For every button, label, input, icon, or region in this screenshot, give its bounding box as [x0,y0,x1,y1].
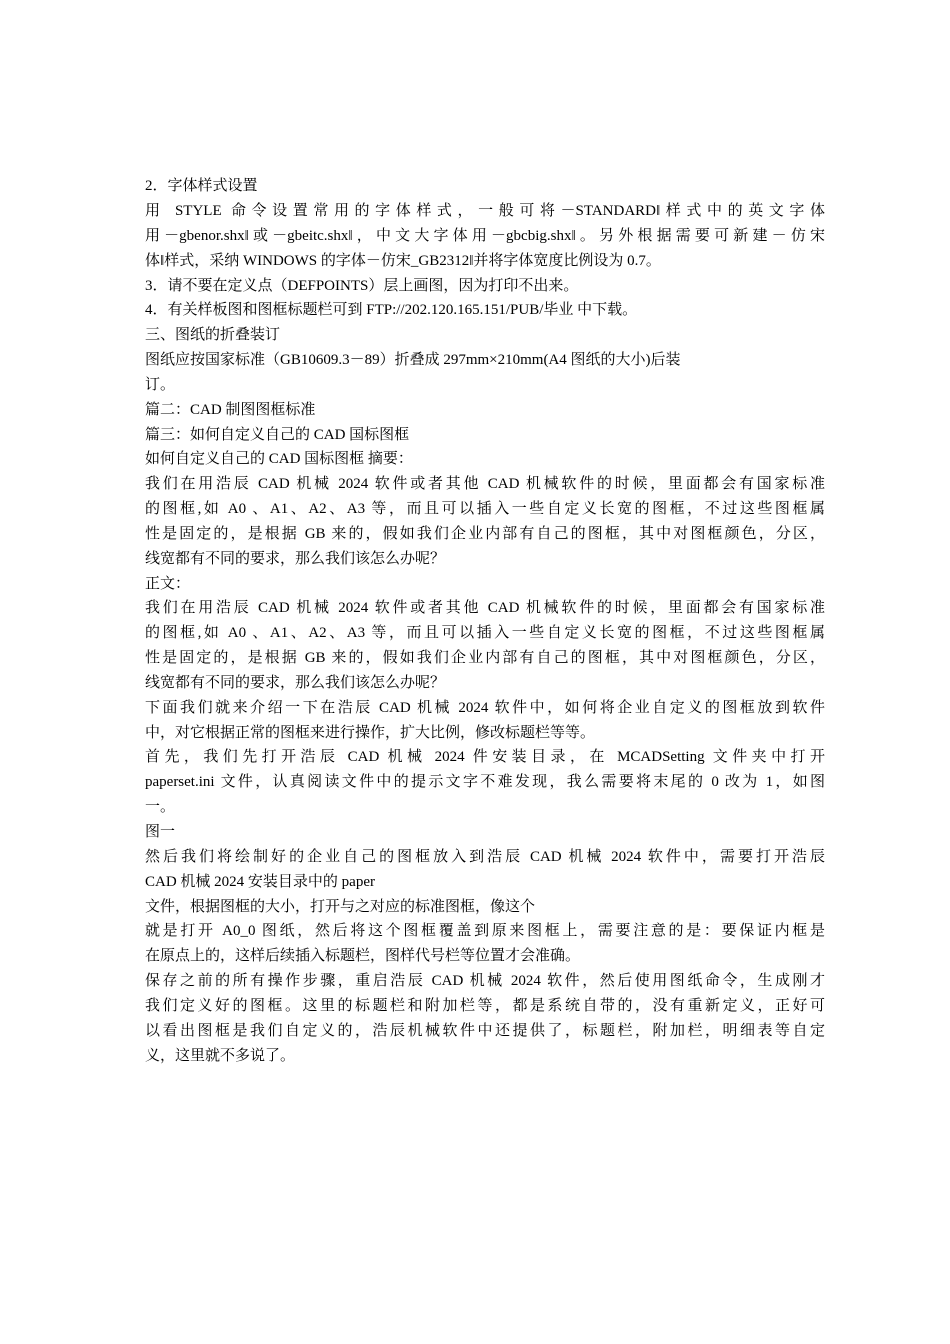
section-heading: 三、图纸的折叠装订 [145,327,281,343]
text-line: 订。 [145,377,176,393]
text-line: 的图框,如 A0 、A1、A2、A3 等，而且可以插入一些自定义长宽的图框，不过这些图框属 [145,501,825,517]
text-line: 3．请不要在定义点（DEFPOINTS）层上画图，因为打印不出来。 [145,278,579,294]
chapter-heading: 篇二：CAD 制图图框标准 [145,402,316,418]
text-line: 图纸应按国家标准（GB10609.3－89）折叠成 297mm×210mm(A4 图纸的大小)后装 [145,352,681,368]
text-line: 然后我们将绘制好的企业自己的图框放入到浩辰 CAD 机械 2024 软件中，需要打开浩辰 [145,849,825,865]
text-line: 2．字体样式设置 [145,178,258,194]
text-line: 我们在用浩辰 CAD 机械 2024 软件或者其他 CAD 机械软件的时候，里面都会有国家标准 [145,600,825,616]
text-line: 我们定义好的图框。这里的标题栏和附加栏等，都是系统自带的，没有重新定义，正好可 [145,998,825,1014]
text-line: 保存之前的所有操作步骤，重启浩辰 CAD 机械 2024 软件，然后使用图纸命令，生成刚才 [145,973,825,989]
text-line: 就是打开 A0_0 图纸，然后将这个图框覆盖到原来图框上，需要注意的是：要保证内框是 [145,923,825,939]
chapter-heading: 篇三：如何自定义自己的 CAD 国标图框 [145,427,410,443]
text-line: 性是固定的，是根据 GB 来的，假如我们企业内部有自己的图框，其中对图框颜色，分区， [145,526,825,542]
text-line: 以看出图框是我们自定义的，浩辰机械软件中还提供了，标题栏，附加栏，明细表等自定 [145,1023,825,1039]
text-line: 用－gbenor.shx‖或－gbeitc.shx‖，中文大字体用－gbcbig.shx‖。另外根据需要可新建－仿宋 [145,228,825,244]
text-line: 在原点上的，这样后续插入标题栏，图样代号栏等位置才会准确。 [145,948,581,964]
text-line: 一。 [145,799,176,815]
text-line: 中，对它根据正常的图框来进行操作，扩大比例，修改标题栏等等。 [145,725,596,741]
text-line: 的图框,如 A0 、A1、A2、A3 等，而且可以插入一些自定义长宽的图框，不过这些图框属 [145,625,825,641]
text-line: 体‖样式，采纳 WINDOWS 的字体－仿宋_GB2312‖并将字体宽度比例设为 0.7。 [145,253,661,269]
text-line: 正文： [145,576,191,592]
text-line: CAD 机械 2024 安装目录中的 paper [145,874,375,890]
text-line: 义，这里就不多说了。 [145,1048,296,1064]
text-line: 文件，根据图框的大小，打开与之对应的标准图框，像这个 [145,899,536,915]
text-line: 4．有关样板图和图框标题栏可到 FTP://202.120.165.151/PUB/毕业 中下载。 [145,302,638,318]
text-line: 用 STYLE 命令设置常用的字体样式，一般可将－STANDARD‖样式中的英文字体 [145,203,825,219]
text-line: 线宽都有不同的要求，那么我们该怎么办呢？ [145,551,446,567]
text-line: 线宽都有不同的要求，那么我们该怎么办呢？ [145,675,446,691]
text-line: 我们在用浩辰 CAD 机械 2024 软件或者其他 CAD 机械软件的时候，里面都会有国家标准 [145,476,825,492]
text-line: 下面我们就来介绍一下在浩辰 CAD 机械 2024 软件中，如何将企业自定义的图框放到软件 [145,700,825,716]
text-line: 如何自定义自己的 CAD 国标图框 摘要： [145,451,413,467]
text-line: 性是固定的，是根据 GB 来的，假如我们企业内部有自己的图框，其中对图框颜色，分区， [145,650,825,666]
text-line: paperset.ini 文件，认真阅读文件中的提示文字不难发现，我么需要将末尾的 0 改为 1，如图 [145,774,825,790]
text-line: 首先，我们先打开浩辰 CAD 机械 2024 件安装目录，在 MCADSetting 文件夹中打开 [145,749,825,765]
figure-caption: 图一 [145,824,176,840]
